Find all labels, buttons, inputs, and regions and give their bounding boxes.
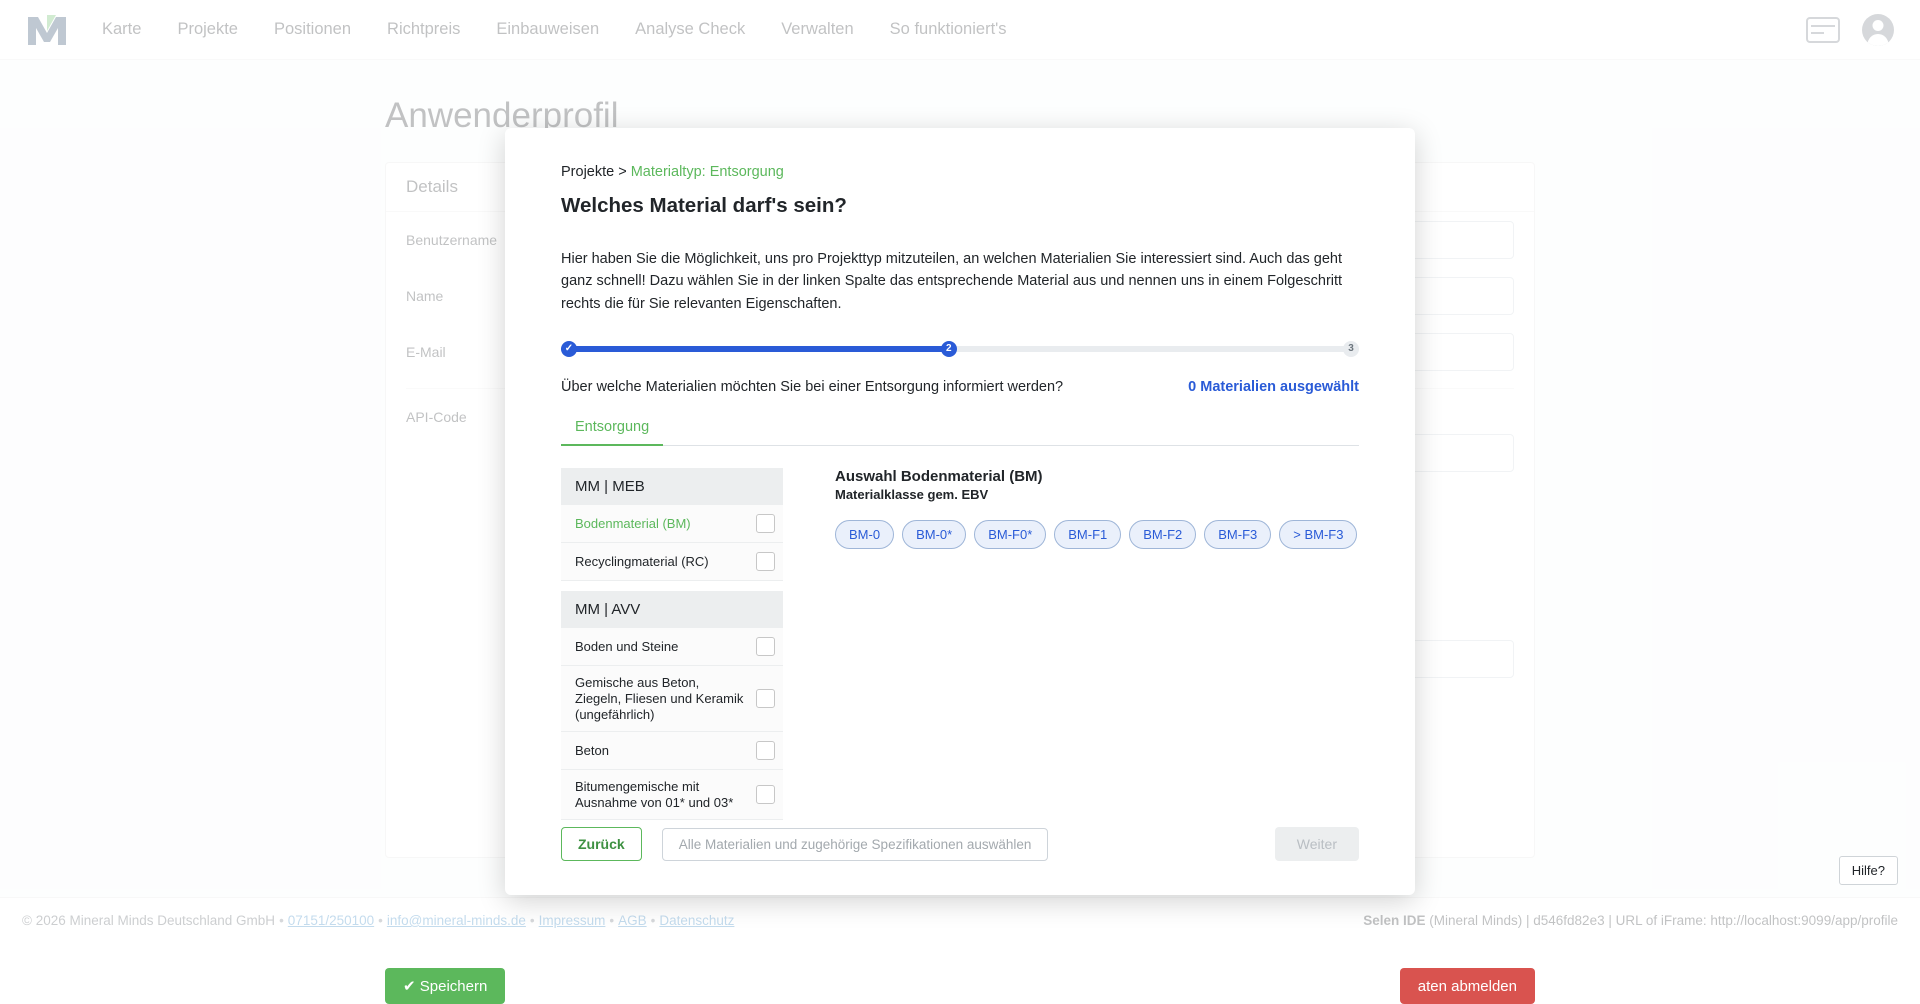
stepper-fill [561, 346, 949, 352]
select-all-button[interactable]: Alle Materialien und zugehörige Spezifikationen auswählen [662, 828, 1049, 861]
selection-summary-row [561, 379, 1359, 395]
material-label-beton: Beton [575, 742, 609, 758]
check-icon: ✔ [403, 978, 416, 995]
list-item[interactable] [561, 732, 783, 770]
material-label-bodenmaterial: Bodenmaterial (BM) [575, 516, 691, 532]
material-label-gemische-beton-ziegel: Gemische aus Beton, Ziegeln, Fliesen und Keramik (ungefährlich) [575, 675, 744, 722]
checkbox-gemische-beton-ziegel[interactable] [756, 689, 775, 708]
chip-bm-0[interactable]: BM-0 [835, 520, 894, 549]
material-label-recyclingmaterial: Recyclingmaterial (RC) [575, 554, 709, 570]
list-item[interactable] [561, 770, 783, 820]
next-button: Weiter [1275, 827, 1359, 861]
action-button-row [385, 968, 1535, 1004]
tab-entsorgung[interactable]: Entsorgung [561, 411, 663, 446]
detail-title: Auswahl Bodenmaterial (BM) [835, 468, 1043, 486]
save-button[interactable] [385, 968, 505, 1004]
back-button[interactable]: Zurück [561, 827, 642, 861]
modal-footer [561, 827, 1359, 861]
selection-count-badge: 0 Materialien ausgewählt [1188, 379, 1359, 396]
group-header-mm-avv: MM | AVV [561, 591, 783, 628]
checkbox-bodenmaterial[interactable] [756, 514, 775, 533]
checkbox-bitumengemische[interactable] [756, 785, 775, 804]
breadcrumb-current[interactable]: Materialtyp: Entsorgung [630, 164, 784, 180]
breadcrumb [561, 164, 1359, 180]
save-button-label: Speichern [419, 978, 488, 995]
detail-subtitle: Materialklasse gem. EBV [835, 487, 989, 503]
checkbox-recyclingmaterial[interactable] [756, 552, 775, 571]
list-item[interactable] [561, 666, 783, 732]
chip-gt-bm-f3[interactable]: > BM-F3 [1279, 520, 1357, 549]
chip-bm-f3[interactable]: BM-F3 [1204, 520, 1271, 549]
material-list-column [561, 468, 783, 820]
modal-tabs [561, 411, 1359, 446]
step-3-pending[interactable]: 3 [1343, 341, 1359, 357]
material-label-boden-und-steine: Boden und Steine [575, 639, 679, 655]
help-button[interactable]: Hilfe? [1839, 856, 1898, 885]
checkbox-boden-und-steine[interactable] [756, 637, 775, 656]
step-2-current[interactable]: 2 [941, 341, 957, 357]
modal-title: Welches Material darf's sein? [561, 194, 847, 217]
material-selection-modal [505, 128, 1415, 895]
material-class-chips [835, 520, 1359, 549]
delete-account-button[interactable]: aten abmelden [1400, 968, 1535, 1004]
modal-columns [561, 468, 1359, 820]
chip-bm-f0-star[interactable]: BM-F0* [974, 520, 1046, 549]
selection-question: Über welche Materialien möchten Sie bei einer Entsorgung informiert werden? [561, 379, 1064, 396]
group-spacer [561, 581, 783, 591]
list-item[interactable] [561, 628, 783, 666]
modal-description: Hier haben Sie die Möglichkeit, uns pro Projekttyp mitzuteilen, an welchen Materialien Sie interessiert sind. Auch das geht ganz schnell! Dazu wählen Sie in der linken Spalte das entsprechende Material aus und nennen uns in einem Folgeschritt rechts die für Sie relevanten Eigenschaften. [561, 251, 1343, 312]
material-label-bitumengemische: Bitumengemische mit Ausnahme von 01* und 03* [575, 779, 734, 810]
progress-stepper [561, 341, 1359, 357]
material-detail-column [783, 468, 1359, 820]
chip-bm-0-star[interactable]: BM-0* [902, 520, 966, 549]
step-1-complete[interactable]: ✓ [561, 341, 577, 357]
group-header-mm-meb: MM | MEB [561, 468, 783, 505]
list-item[interactable] [561, 505, 783, 543]
chip-bm-f1[interactable]: BM-F1 [1054, 520, 1121, 549]
breadcrumb-root[interactable]: Projekte > [561, 164, 631, 180]
chip-bm-f2[interactable]: BM-F2 [1129, 520, 1196, 549]
list-item[interactable] [561, 543, 783, 581]
checkbox-beton[interactable] [756, 741, 775, 760]
